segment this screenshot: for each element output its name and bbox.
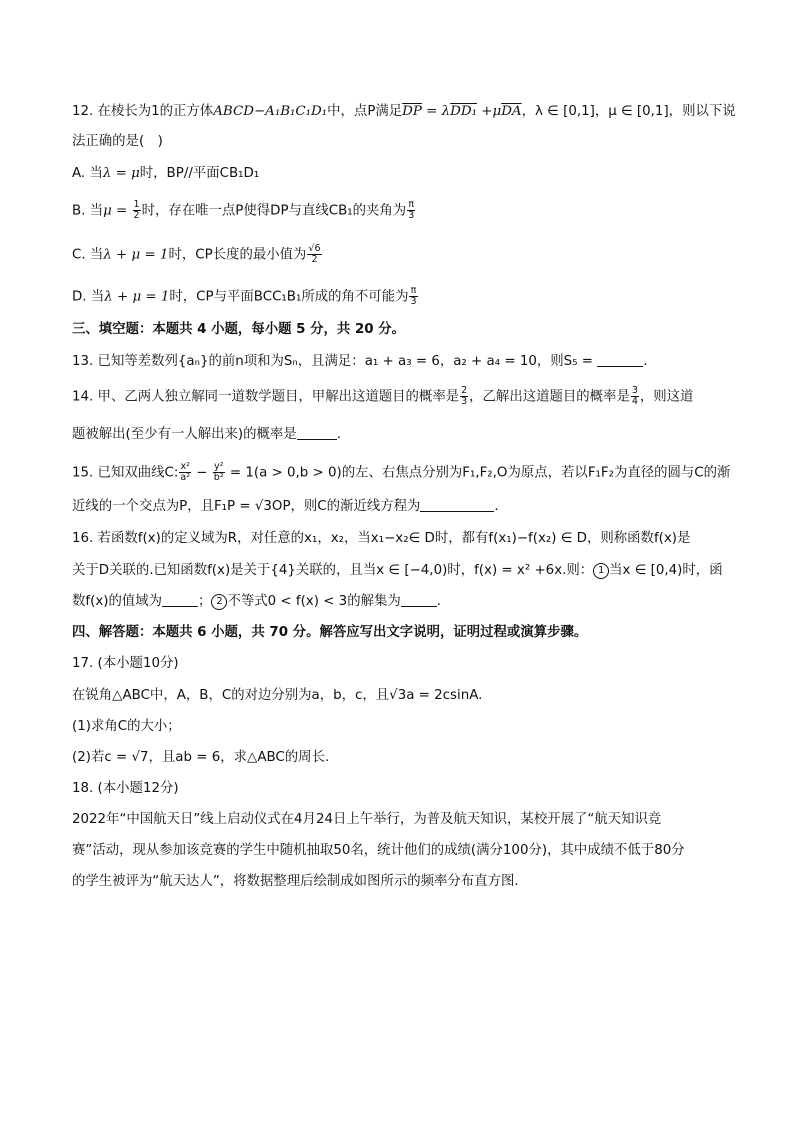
q15-line2: 近线的一个交点为P，且F₁P = √3OP，则C的渐近线方程为 .: [72, 499, 499, 514]
q16-line1: 16. 若函数f(x)的定义域为R，对任意的x₁，x₂，当x₁−x₂∈ D时，都有f(x₁)−f(x₂) ∈ D，则称函数f(x)是: [72, 531, 691, 546]
q17-title: 17. (本小题10分): [72, 656, 179, 671]
q13: 13. 已知等差数列{aₙ}的前n项和为Sₙ，且满足：a₁ + a₃ = 6，a₂ + a₄ = 10，则S₅ = .: [72, 354, 648, 369]
q12-stem-line2: 法正确的是( ): [72, 134, 163, 149]
q17-stem: 在锐角△ABC中，A，B，C的对边分别为a，b，c，且√3a = 2csinA.: [72, 688, 483, 703]
q17-part1: (1)求角C的大小；: [72, 719, 181, 734]
q16-line2: 关于D关联的.已知函数f(x)是关于{4}关联的，且当x ∈ [−4,0)时，f(x) = x² +6x.则： 1 当x ∈ [0,4)时，函: [72, 563, 723, 578]
circled-two: 2: [211, 594, 227, 610]
q14-line2: 题被解出(至少有一人解出来)的概率是 .: [72, 427, 341, 442]
q18-line2: 赛”活动，现从参加该竞赛的学生中随机抽取50名，统计他们的成绩(满分100分)，其中成绩不低于80分: [72, 843, 685, 858]
q14: 14. 甲、乙两人独立解同一道数学题目，甲解出这道题目的概率是 $\frac{2}{3}$ ，乙解出这道题目的概率是 $\frac{3}{4}$ ，则这道: [72, 385, 694, 407]
q12-option-b: B. 当μ = $\frac{1}{2}$ 时，存在唯一点P使得DP与直线CB₁的夹角为 $\frac{\pi}{3}$: [72, 199, 415, 221]
section-answer-heading: 四、解答题：本题共 6 小题，共 70 分。解答应写出文字说明，证明过程或演算步骤。: [72, 625, 588, 640]
q17-part2: (2)若c = √7，且ab = 6，求△ABC的周长.: [72, 750, 330, 765]
q12-option-d: D. 当λ + μ = 1时，CP与平面BCC₁B₁所成的角不可能为 $\frac{\pi}{3}$: [72, 285, 417, 307]
q15: 15. 已知双曲线C: $\frac{\text{x²}}{\text{a²}}$ − $\frac{\text{y²}}{\text{b²}}$ = 1(a > 0,b > 0)的左、右焦点分别为F₁,F₂,O为原点，若以F₁F₂为直径的圆与C的渐: [72, 461, 731, 483]
q12-option-c: C. 当λ + μ = 1时，CP长度的最小值为 $\frac{√6}{2}$: [72, 243, 321, 265]
q15-blank: [420, 497, 494, 512]
q14-blank: [297, 425, 337, 440]
q18-title: 18. (本小题12分): [72, 781, 179, 796]
q18-line3: 的学生被评为“航天达人”，将数据整理后绘制成如图所示的频率分布直方图.: [72, 874, 519, 889]
q13-blank: [597, 352, 643, 367]
q16-line3: 数f(x)的值域为 ； 2 不等式0 < f(x) < 3的解集为 .: [72, 594, 442, 609]
q16-blank-2: [401, 592, 437, 607]
q18-line1: 2022年“中国航天日”线上启动仪式在4月24日上午举行，为普及航天知识，某校开展了“航天知识竞: [72, 812, 662, 827]
q12-stem: 12. 在棱长为1的正方体ABCD−A₁B₁C₁D₁中，点P满足$\overline{DP} = \lambda DD_1 +\mu\overline{DA}$，λ ∈ [0,1]，μ ∈ [0,1]，则以下说: [72, 104, 736, 119]
section-fill-in-heading: 三、填空题：本题共 4 小题，每小题 5 分，共 20 分。: [72, 322, 406, 337]
q16-blank-1: [162, 592, 198, 607]
circled-one: 1: [593, 563, 609, 579]
q12-option-a: A. 当λ = μ时，BP//平面CB₁D₁: [72, 166, 260, 181]
